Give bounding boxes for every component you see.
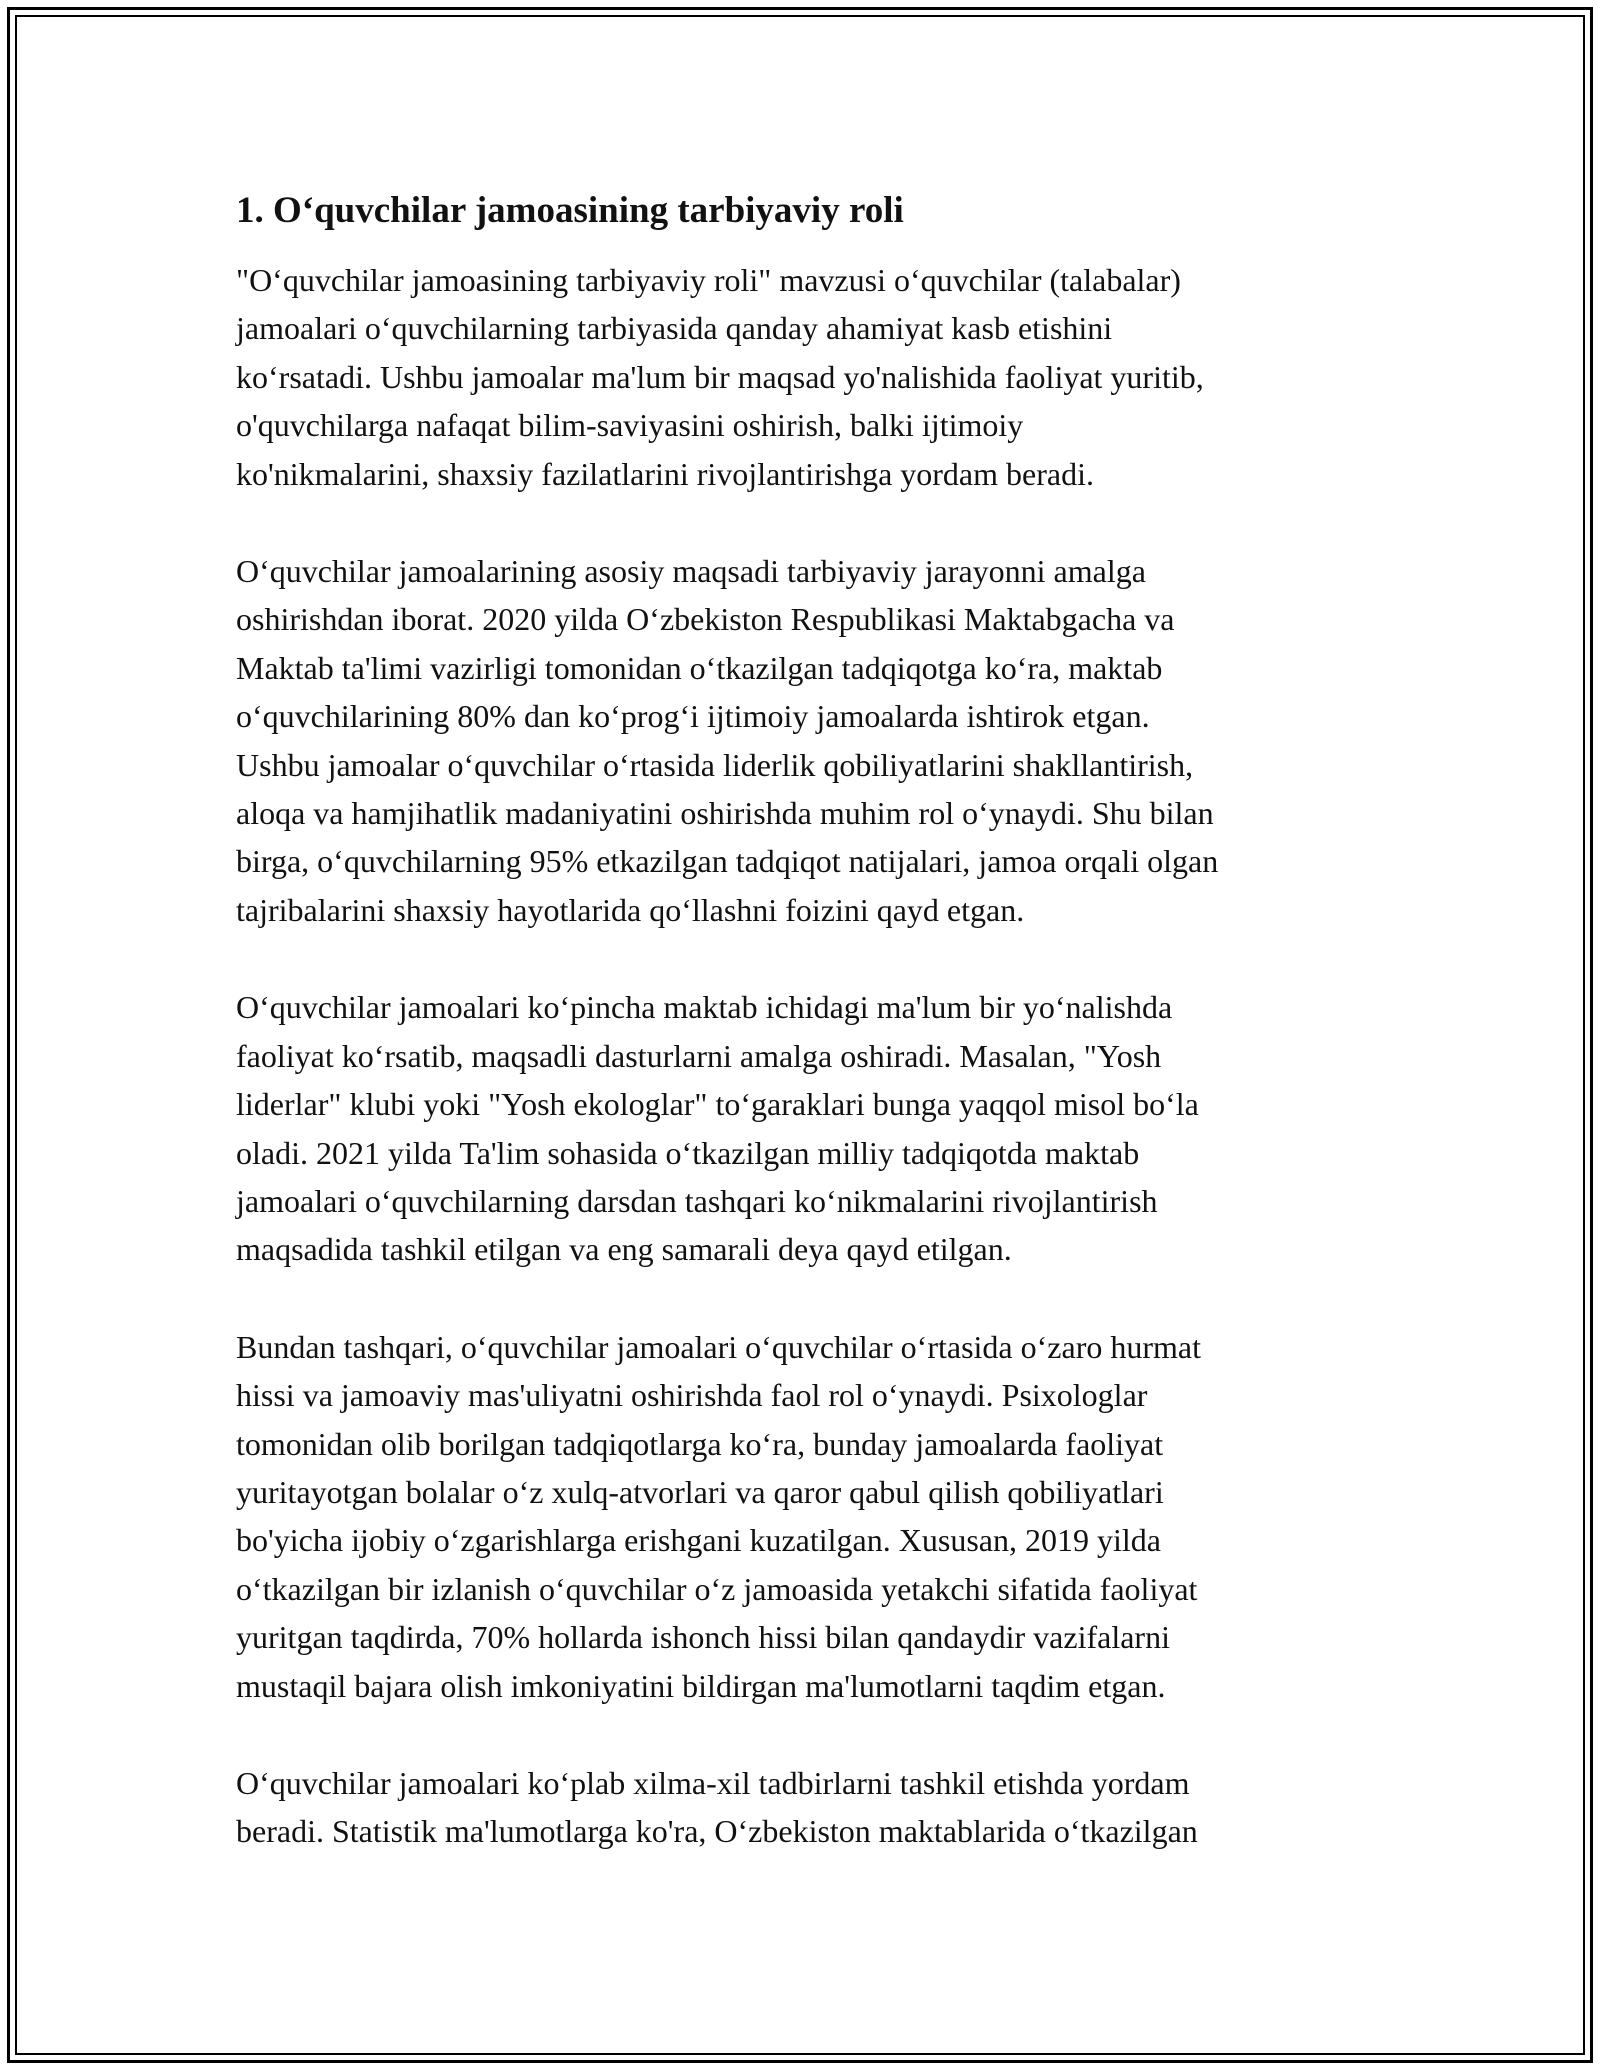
text-line: yuritayotgan bolalar o‘z xulq-atvorlari va qaror qabul qilish qobiliyatlari	[236, 1473, 1164, 1510]
text-line: birga, o‘quvchilarning 95% etkazilgan tadqiqot natijalari, jamoa orqali olgan	[236, 843, 1219, 880]
text-line: oladi. 2021 yilda Ta'lim sohasida o‘tkazilgan milliy tadqiqotda maktab	[236, 1134, 1140, 1171]
text-line: mustaqil bajara olish imkoniyatini bildirgan ma'lumotlarni taqdim etgan.	[236, 1667, 1166, 1704]
text-line: maqsadida tashkil etilgan va eng samarali deya qayd etilgan.	[236, 1231, 1012, 1268]
text-line: yuritgan taqdirda, 70% hollarda ishonch hissi bilan qandaydir vazifalarni	[236, 1619, 1170, 1656]
paragraph	[236, 1323, 1366, 1710]
paragraph	[236, 256, 1366, 498]
text-line: O‘quvchilar jamoalarining asosiy maqsadi tarbiyaviy jarayonni amalga	[236, 553, 1146, 590]
text-line: oshirishdan iborat. 2020 yilda O‘zbekiston Respublikasi Maktabgacha va	[236, 601, 1175, 638]
text-line: beradi. Statistik ma'lumotlarga ko'ra, O‘zbekiston maktablarida o‘tkazilgan	[236, 1813, 1198, 1850]
text-line: Bundan tashqari, o‘quvchilar jamoalari o‘quvchilar o‘rtasida o‘zaro hurmat	[236, 1328, 1201, 1365]
section-heading: 1. O‘quvchilar jamoasining tarbiyaviy roli	[236, 190, 904, 231]
text-line: liderlar" klubi yoki "Yosh ekologlar" to‘garaklari bunga yaqqol misol bo‘la	[236, 1086, 1199, 1123]
document-body	[236, 186, 1366, 1856]
text-line: jamoalari o‘quvchilarning darsdan tashqari ko‘nikmalarini rivojlantirish	[236, 1182, 1158, 1219]
text-line: o'quvchilarga nafaqat bilim-saviyasini oshirish, balki ijtimoiy	[236, 407, 1024, 444]
text-line: aloqa va hamjihatlik madaniyatini oshirishda muhim rol o‘ynaydi. Shu bilan	[236, 795, 1214, 832]
paragraph	[236, 547, 1366, 934]
text-line: o‘tkazilgan bir izlanish o‘quvchilar o‘z jamoasida yetakchi sifatida faoliyat	[236, 1570, 1198, 1607]
text-line: bo'yicha ijobiy o‘zgarishlarga erishgani kuzatilgan. Xususan, 2019 yilda	[236, 1522, 1161, 1559]
text-line: "O‘quvchilar jamoasining tarbiyaviy roli" mavzusi o‘quvchilar (talabalar)	[236, 262, 1181, 298]
text-line: Maktab ta'limi vazirligi tomonidan o‘tkazilgan tadqiqotga ko‘ra, maktab	[236, 649, 1163, 686]
paragraph	[236, 983, 1366, 1273]
paragraph	[236, 1759, 1366, 1856]
paragraph-list	[236, 256, 1366, 1856]
text-line: tomonidan olib borilgan tadqiqotlarga ko‘ra, bunday jamoalarda faoliyat	[236, 1425, 1164, 1462]
text-line: ko‘rsatadi. Ushbu jamoalar ma'lum bir maqsad yo'nalishida faoliyat yuritib,	[236, 358, 1204, 395]
text-line: O‘quvchilar jamoalari ko‘pincha maktab ichidagi ma'lum bir yo‘nalishda	[236, 989, 1173, 1026]
text-line: Ushbu jamoalar o‘quvchilar o‘rtasida liderlik qobiliyatlarini shakllantirish,	[236, 746, 1194, 783]
text-line: O‘quvchilar jamoalari ko‘plab xilma-xil tadbirlarni tashkil etishda yordam	[236, 1764, 1190, 1801]
text-line: o‘quvchilarining 80% dan ko‘prog‘i ijtimoiy jamoalarda ishtirok etgan.	[236, 698, 1150, 735]
text-line: hissi va jamoaviy mas'uliyatni oshirishda faol rol o‘ynaydi. Psixologlar	[236, 1377, 1148, 1414]
text-line: faoliyat ko‘rsatib, maqsadli dasturlarni amalga oshiradi. Masalan, "Yosh	[236, 1037, 1162, 1074]
text-line: jamoalari o‘quvchilarning tarbiyasida qanday ahamiyat kasb etishini	[236, 310, 1113, 347]
text-line: tajribalarini shaxsiy hayotlarida qo‘llashni foizini qayd etgan.	[236, 891, 1025, 928]
text-line: ko'nikmalarini, shaxsiy fazilatlarini rivojlantirishga yordam beradi.	[236, 455, 1094, 492]
